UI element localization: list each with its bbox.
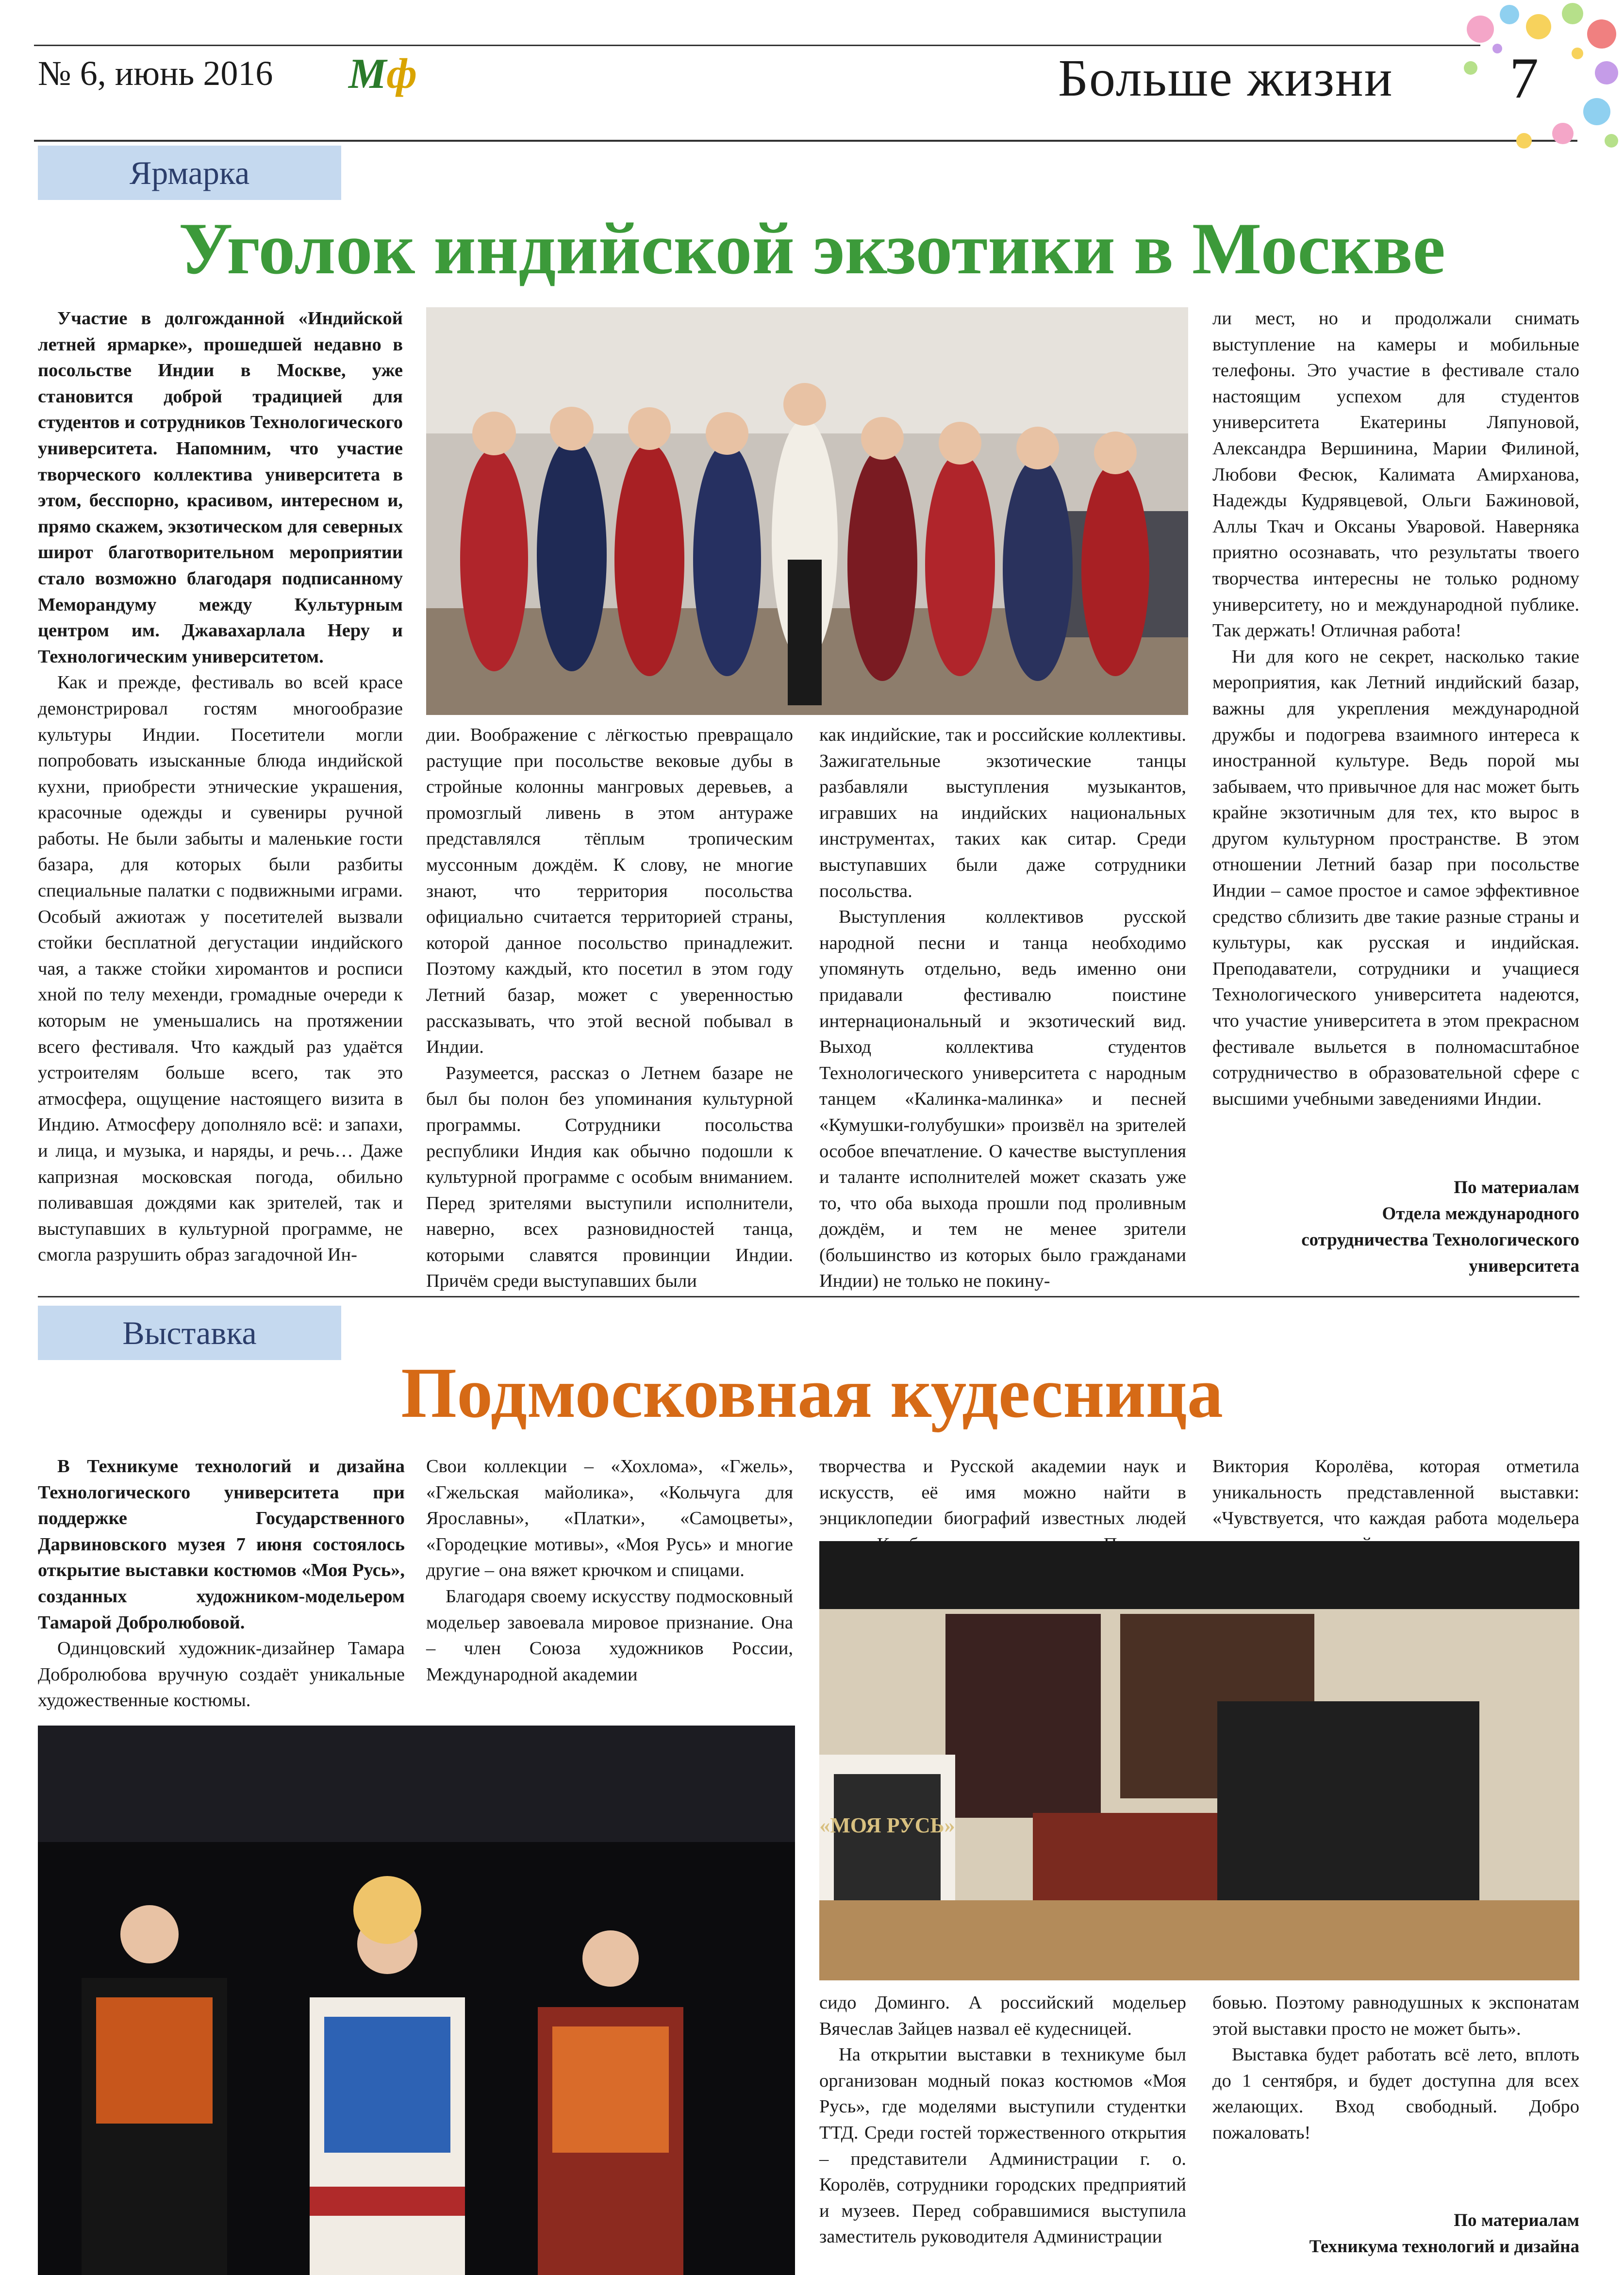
rubric-exhibition: Выставка: [38, 1306, 341, 1360]
article1-paragraph: Ни для кого не секрет, насколько такие мероприятия, как Летний индийский базар, важны для укрепления международной дружбы и подогрева взаимного интереса к иностранной культуре. Ведь порой мы забываем, что привычное для нас может быть крайне экзотичным для тех, кто вырос в другом культурном пространстве. В этом отношении Летний базар при посольстве Индии – самое простое и самое эффективное средство сблизить две такие разные страны и культуры, как русская и индийская. Преподаватели, сотрудники и учащиеся Технологического университета надеются, что участие университета в этом прекрасном фестивале выльется в полномасштабное сотрудничество в образовательной сфере с высшими учебными заведениями Индии.: [1212, 646, 1579, 1109]
section-title: Больше жизни: [1058, 50, 1393, 107]
article2-column-3-continued: [819, 1990, 1186, 2250]
article2-column-4-continued: [1212, 1990, 1579, 2146]
article2-credit: [1212, 2208, 1579, 2260]
article1-paragraph: ли мест, но и продолжали снимать выступление на камеры и мобильные телефоны. Это участие в фестивале стало настоящим успехом для студентов университета Екатерины Ляпуновой, Александра Вершинина, Марии Филиной, Любови Фесюк, Калимата Амирханова, Надежды Кудрявцевой, Ольги Бажиновой, Аллы Ткач и Оксаны Уваровой. Наверняка приятно осознавать, что результаты твоего творчества интересны не только родному университету, но и международной публике. Так держать! Отличная работа!: [1212, 308, 1579, 641]
article2-paragraph: Свои коллекции – «Хохлома», «Гжель», «Гжельская майолика», «Кольчуга для Ярославны», «Платки», «Самоцветы», «Городецкие мотивы», «Моя Русь» и многие другие – она вяжет крючком и спицами.: [426, 1456, 793, 1581]
header-top-rule: [34, 45, 1480, 46]
balloons-decoration: [1451, 0, 1624, 150]
article1-column-2: [426, 722, 793, 1295]
article1-paragraph: Выступления коллективов русской народной песни и танца необходимо упомянуть отдельно, ведь именно они придавали фестивалю поистине интернациональный и экзотический вид. Выход коллектива студентов Технологического университета с народным танцем «Калинка-малинка» и песней «Кумушки-голубушки» произвёл на зрителей особое впечатление. О качестве выступления и таланте исполнителей может сказать уже то, что оба выхода прошли под проливным дождём, и тем не менее зрители (большинство из которых было гражданами Индии) не только не покину-: [819, 907, 1186, 1292]
credit-line: сотрудничества Технологического: [1301, 1230, 1579, 1250]
issue-date: № 6, июнь 2016: [38, 54, 273, 93]
article2-lead: В Техникуме технологий и дизайна Технологического университета при поддержке Государственного Дарвиновского музея 7 июня состоялось открытие выставки костюмов «Моя Русь», созданных художником-модельером Тамарой Добролюбовой.: [38, 1456, 405, 1633]
article1-paragraph: как индийские, так и российские коллективы. Зажигательные экзотические танцы разбавляли выступления музыкантов, игравших на индийских национальных инструментах, таких как ситар. Среди выступавших были даже сотрудники посольства.: [819, 725, 1186, 901]
credit-line: Техникума технологий и дизайна: [1309, 2237, 1579, 2257]
article2-paragraph: На открытии выставки в техникуме был организован модный показ костюмов «Моя Русь», где моделями выступили студентки ТТД. Среди гостей торжественного открытия – представители Администрации г. о. Королёв, сотрудники городских предприятий и музеев. Перед собравшимися выступила заместитель руководителя Администрации: [819, 2044, 1186, 2247]
article2-paragraph: Благодаря своему искусству подмосковный модельер завоевала мировое признание. Она – член Союза художников России, Международной академии: [426, 1586, 793, 1685]
article1-paragraph: Как и прежде, фестиваль во всей красе демонстрировал гостям многообразие культуры Индии. Посетители могли попробовать изысканные блюда индийской кухни, приобрести этнические украшения, красочные одежды и сувениры ручной работы. Не были забыты и маленькие гости базара, для которых были разбиты специальные палатки с подвижными играми. Особый ажиотаж у посетителей вызвали стойки бесплатной дегустации индийского чая, а также стойки хиромантов и росписи хной по телу мехенди, громадные очереди к которым не уменьшались на протяжении всего фестиваля. Что каждый раз удаётся устроителям больше всего, так это атмосфера, ощущение настоящего визита в Индию. Атмосферу дополняло всё: и запахи, и лица, и музыка, и наряды, и речь… Даже капризная московская погода, обильно поливавшая дождями как зрителей, так и выступавших в культурной программе, не смогла разрушить образ загадочной Ин-: [38, 672, 403, 1265]
logo-letter-m: М: [348, 50, 387, 98]
exhibition-hall-photo: [819, 1541, 1579, 1980]
article1-credit: [1212, 1175, 1579, 1279]
article1-title: Уголок индийской экзотики в Москве: [179, 208, 1445, 289]
article1-paragraph: Разумеется, рассказ о Летнем базаре не был бы полон без упоминания культурной программы. Сотрудники посольства республики Индия как обычно подошли к культурной программе с особым вниманием. Перед зрителями выступили исполнители, наверно, всех разновидностей танца, которыми славятся провинции Индии. Причём среди выступавших были: [426, 1063, 793, 1292]
article2-paragraph: бовью. Поэтому равнодушных к экспонатам этой выставки просто не может быть».: [1212, 1993, 1579, 2039]
article2-paragraph: сидо Доминго. А российский модельер Вячеслав Зайцев назвал её кудесницей.: [819, 1993, 1186, 2039]
credit-line: Отдела международного: [1382, 1204, 1579, 1224]
credit-line: По материалам: [1454, 2210, 1579, 2230]
section-divider: [38, 1296, 1579, 1297]
article1-lead: Участие в долгожданной «Индийской летней ярмарке», прошедшей недавно в посольстве Индии в Москве, уже становится доброй традицией для студентов и сотрудников Технологического университета. Напомним, что участие творческого коллектива университета в этом, бесспорно, красивом, интересном и, прямо скажем, экзотическом для северных широт благотворительном мероприятии стало возможно благодаря подписанному Меморандуму между Культурным центром им. Джавахарлала Неру и Технологическим университетом.: [38, 308, 403, 667]
article2-column-2: [426, 1454, 793, 1688]
header-rule: [34, 140, 1577, 142]
article1-column-4: [1212, 306, 1579, 1112]
article2-column-1: [38, 1454, 405, 1714]
article2-paragraph: Выставка будет работать всё лето, вплоть до 1 сентября, и будет доступна для всех желающих. Вход свободный. Добро пожаловать!: [1212, 2044, 1579, 2143]
article1-column-1: [38, 306, 403, 1268]
poster-caption: «МОЯ РУСЬ»: [819, 1813, 955, 1837]
credit-line: университета: [1469, 1256, 1579, 1276]
article2-paragraph: творчества и Русской академии наук и искусств, её имя можно найти в энциклопедии биографий известных людей: [819, 1456, 1186, 1529]
article1-column-3: [819, 722, 1186, 1295]
article1-paragraph: дии. Воображение с лёгкостью превращало растущие при посольстве вековые дубы в стройные колонны мангровых деревьев, а промозглый ливень в этом антураже представлялся тёплым тропическим муссонным дождём. К слову, не многие знают, что территория посольства официально считается территорией страны, которой данное посольство принадлежит. Поэтому каждый, кто посетил в этом году Летний базар, может с уверенностью рассказывать, что этой весной побывал в Индии.: [426, 725, 793, 1058]
article2-paragraph: Виктория Королёва, которая отметила уникальность представленной выставки: «Чувствуется, что каждая работа модельера: [1212, 1456, 1579, 1529]
logo-letter-f: ф: [386, 50, 417, 98]
article2-title: Подмосковная кудесница: [401, 1353, 1223, 1433]
rubric-fair: Ярмарка: [38, 146, 341, 200]
dancers-photo: [426, 307, 1188, 715]
credit-line: По материалам: [1454, 1178, 1579, 1197]
newspaper-logo: [348, 50, 417, 99]
models-runway-photo: [38, 1726, 795, 2275]
page-number: 7: [1509, 46, 1539, 110]
article2-paragraph: Одинцовский художник-дизайнер Тамара Добролюбова вручную создаёт уникальные художественные костюмы.: [38, 1638, 405, 1711]
